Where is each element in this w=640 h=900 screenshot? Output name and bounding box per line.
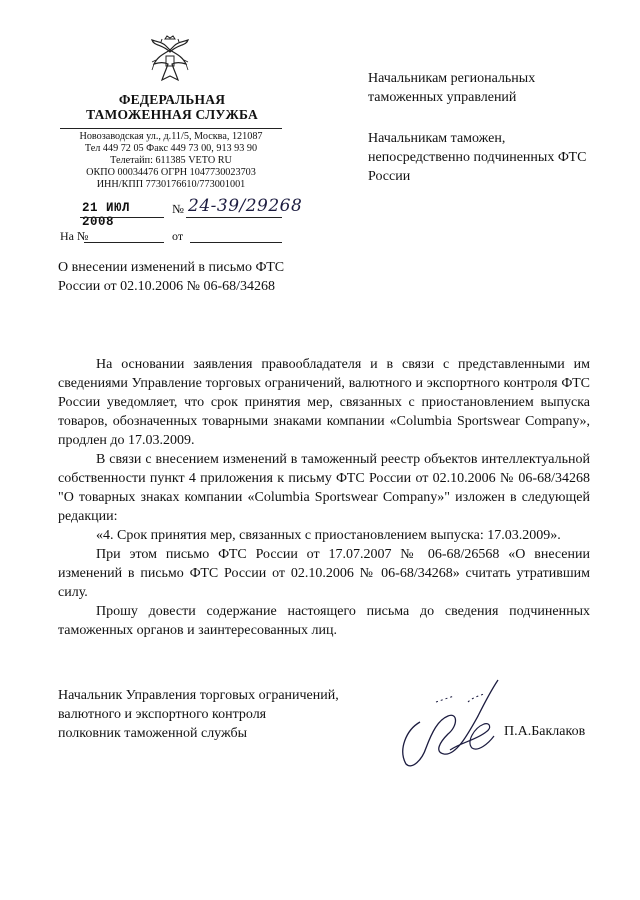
signatory-title-line: Начальник Управления торговых ограничений, (58, 688, 339, 703)
body-paragraph: На основании заявления правообладателя и в связи с представленными им сведениями Управление торговых ограничений, валютного и экспортного контроля ФТС России уведомляет, что срок принятия мер, связанных с приостановлением выпуска товаров, обозначенных товарными знаками компании «Columbia Sportswear Company», продлен до 17.03.2009. (58, 357, 590, 448)
contact-teletype: Телетайп: 611385 VETO RU (110, 155, 232, 166)
letterhead-divider (60, 128, 282, 129)
reference-label: На № (60, 229, 89, 243)
addressee-customs: Начальникам таможен, непосредственно подчиненных ФТС России (368, 131, 587, 184)
handwritten-signature (392, 672, 504, 772)
body-paragraph: При этом письмо ФТС России от 17.07.2007 № 06-68/26568 «О внесении изменений в письмо ФТС России от 02.10.2006 № 06-68/34268» считать утратившим силу. (58, 547, 590, 600)
addressee-regional: Начальникам региональных таможенных управлений (368, 71, 536, 105)
signatory-title-line: валютного и экспортного контроля (58, 707, 267, 722)
from-label: от (172, 229, 184, 243)
letter-body (58, 355, 590, 640)
from-underline (190, 242, 282, 243)
contact-address: Новозаводская ул., д.11/5, Москва, 121087 (79, 131, 263, 142)
registration-number: 24-39/29268 (188, 196, 303, 216)
org-name-line1: ФЕДЕРАЛЬНАЯ (118, 92, 226, 107)
letter-subject: О внесении изменений в письмо ФТС России от 02.10.2006 № 06-68/34268 (58, 260, 285, 294)
contact-phone: Тел 449 72 05 Факс 449 73 00, 913 93 90 (84, 143, 258, 154)
reference-underline (84, 242, 164, 243)
contact-inn: ИНН/КПП 7730176610/773001001 (96, 179, 246, 190)
number-underline (186, 217, 282, 218)
body-paragraph: «4. Срок принятия мер, связанных с приостановлением выпуска: 17.03.2009». (96, 528, 561, 543)
org-name-line2: ТАМОЖЕННАЯ СЛУЖБА (86, 107, 258, 122)
emblem-icon (148, 34, 192, 86)
signatory-title-line: полковник таможенной службы (58, 726, 248, 741)
number-label: № (172, 202, 184, 216)
contact-okpo: ОКПО 00034476 ОГРН 1047730023703 (86, 167, 256, 178)
body-paragraph: В связи с внесением изменений в таможенный реестр объектов интеллектуальной собственности пункт 4 приложения к письму ФТС России от 02.10.2006 № 06-68/34268 "О товарных знаках компании «Columbia Sportswear Company»" изложен в следующей редакции: (58, 452, 590, 524)
registration-date-stamp: 21 ИЮЛ 2008 (82, 201, 131, 229)
signatory-name: П.А.Баклаков (504, 724, 586, 739)
body-paragraph: Прошу довести содержание настоящего письма до сведения подчиненных таможенных органов и заинтересованных лиц. (58, 604, 590, 638)
date-underline (80, 217, 164, 218)
signatory-title (58, 686, 378, 743)
